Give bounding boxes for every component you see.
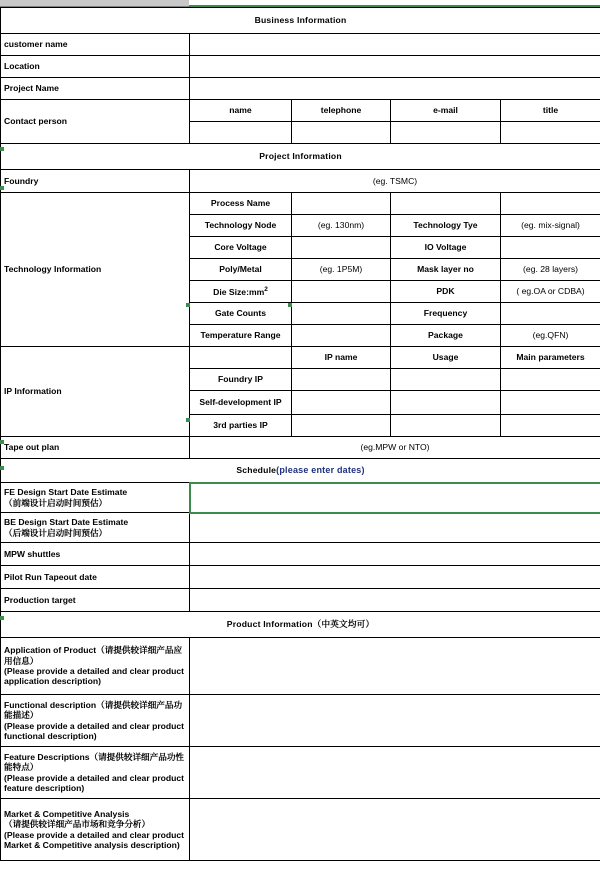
input-core-voltage[interactable] (292, 237, 391, 259)
input-be-design-start-date[interactable] (190, 513, 600, 543)
label-mpw-shuttles: MPW shuttles (1, 543, 190, 566)
section-header-row-schedule (1, 459, 600, 483)
row-application-of-product (1, 638, 600, 695)
colhead-contact-email: e-mail (391, 100, 501, 122)
input-contact-name[interactable] (190, 122, 292, 144)
sublabel-temperature-range: Temperature Range (190, 325, 292, 347)
row-production-target (1, 589, 600, 612)
row-location (1, 56, 600, 78)
row-market-competitive-analysis (1, 799, 600, 861)
row-fe-design-start (1, 483, 600, 513)
section-header-row-product (1, 612, 600, 638)
sublabel-die-size (190, 281, 292, 303)
input-mask-layer-no[interactable]: (eg. 28 layers) (501, 259, 600, 281)
input-location[interactable] (190, 56, 600, 78)
row-tech-process-name (1, 193, 600, 215)
label-customer-name: customer name (1, 34, 190, 56)
label-fe-design-start-date: FE Design Start Date Estimate （前端设计启动时间预估） (1, 483, 190, 513)
colhead-contact-telephone: telephone (292, 100, 391, 122)
label-application-of-product: Application of Product（请提供较详细产品应用信息） (Please provide a detailed and clear product application description) (1, 638, 190, 695)
input-technology-node[interactable]: (eg. 130nm) (292, 215, 391, 237)
sublabel-process-name-right (391, 193, 501, 215)
row-functional-description (1, 695, 600, 747)
row-tape-out-plan (1, 437, 600, 459)
input-gate-counts[interactable] (292, 303, 391, 325)
row-header-strip (0, 0, 189, 7)
label-functional-description: Functional description（请提供较详细产品功能描述） (Please provide a detailed and clear product functional description) (1, 695, 190, 747)
input-tape-out-plan[interactable]: (eg.MPW or NTO) (190, 437, 600, 459)
die-size-superscript: 2 (264, 285, 268, 293)
business-information-title: Business Information (1, 8, 600, 34)
sublabel-die-size-text: Die Size:mm (213, 286, 265, 297)
sublabel-frequency: Frequency (391, 303, 501, 325)
row-project-name (1, 78, 600, 100)
sublabel-self-development-ip: Self-development IP (190, 391, 292, 415)
row-customer-name (1, 34, 600, 56)
row-pilot-run-tapeout (1, 566, 600, 589)
label-pilot-run-tapeout-date: Pilot Run Tapeout date (1, 566, 190, 589)
selection-top-border (189, 0, 600, 7)
project-information-title: Project Information (1, 144, 600, 170)
row-contact-person-headers (1, 100, 600, 122)
label-project-name: Project Name (1, 78, 190, 100)
input-process-name[interactable] (292, 193, 391, 215)
input-contact-email[interactable] (391, 122, 501, 144)
input-customer-name[interactable] (190, 34, 600, 56)
row-foundry (1, 170, 600, 193)
sublabel-package: Package (391, 325, 501, 347)
input-foundry[interactable]: (eg. TSMC) (190, 170, 600, 193)
ip-corner-cell (190, 347, 292, 369)
sublabel-technology-type: Technology Tye (391, 215, 501, 237)
sublabel-poly-metal: Poly/Metal (190, 259, 292, 281)
row-mpw-shuttles (1, 543, 600, 566)
label-ip-information: IP Information (1, 347, 190, 437)
requirement-form-sheet (0, 7, 600, 861)
label-be-design-start-date: BE Design Start Date Estimate （后端设计启动时间预估） (1, 513, 190, 543)
row-feature-descriptions (1, 747, 600, 799)
colhead-ip-name: IP name (292, 347, 391, 369)
input-3rd-parties-ip-usage[interactable] (391, 415, 501, 437)
label-technology-information: Technology Information (1, 193, 190, 347)
input-self-development-ip-usage[interactable] (391, 391, 501, 415)
label-tape-out-plan: Tape out plan (1, 437, 190, 459)
input-market-competitive-analysis[interactable] (190, 799, 600, 861)
input-foundry-ip-name[interactable] (292, 369, 391, 391)
colhead-ip-usage: Usage (391, 347, 501, 369)
input-technology-type[interactable]: (eg. mix-signal) (501, 215, 600, 237)
input-fe-design-start-date[interactable] (190, 483, 600, 513)
schedule-title-sub: (please enter dates) (276, 465, 365, 476)
colhead-ip-main-parameters: Main parameters (501, 347, 600, 369)
input-functional-description[interactable] (190, 695, 600, 747)
label-feature-descriptions: Feature Descriptions（请提供较详细产品功性能特点） (Please provide a detailed and clear product feature description) (1, 747, 190, 799)
sublabel-process-name: Process Name (190, 193, 292, 215)
input-3rd-parties-ip-name[interactable] (292, 415, 391, 437)
label-contact-person: Contact person (1, 100, 190, 144)
sublabel-technology-node: Technology Node (190, 215, 292, 237)
input-application-of-product[interactable] (190, 638, 600, 695)
section-header-row-business (1, 8, 600, 34)
input-package[interactable]: (eg.QFN) (501, 325, 600, 347)
product-information-title: Product Information（中英文均可） (1, 612, 600, 638)
input-foundry-ip-usage[interactable] (391, 369, 501, 391)
input-io-voltage[interactable] (501, 237, 600, 259)
input-foundry-ip-main-parameters[interactable] (501, 369, 600, 391)
section-header-row-project (1, 144, 600, 170)
row-be-design-start (1, 513, 600, 543)
sublabel-3rd-parties-ip: 3rd parties IP (190, 415, 292, 437)
input-self-development-ip-main-parameters[interactable] (501, 391, 600, 415)
label-location: Location (1, 56, 190, 78)
colhead-contact-title: title (501, 100, 600, 122)
input-die-size[interactable] (292, 281, 391, 303)
input-production-target[interactable] (190, 589, 600, 612)
label-market-competitive-analysis: Market & Competitive Analysis （请提供较详细产品市场和竞争分析） (Please provide a detailed and clear product Market & Competitive analysis description) (1, 799, 190, 861)
row-ip-column-headers (1, 347, 600, 369)
input-feature-descriptions[interactable] (190, 747, 600, 799)
input-project-name[interactable] (190, 78, 600, 100)
input-pilot-run-tapeout-date[interactable] (190, 566, 600, 589)
cut-off-row-strip (0, 0, 600, 7)
sublabel-foundry-ip: Foundry IP (190, 369, 292, 391)
input-poly-metal[interactable]: (eg. 1P5M) (292, 259, 391, 281)
label-foundry: Foundry (1, 170, 190, 193)
sublabel-pdk: PDK (391, 281, 501, 303)
input-pdk[interactable]: ( eg.OA or CDBA) (501, 281, 600, 303)
input-self-development-ip-name[interactable] (292, 391, 391, 415)
colhead-contact-name: name (190, 100, 292, 122)
sublabel-mask-layer-no: Mask layer no (391, 259, 501, 281)
input-contact-title[interactable] (501, 122, 600, 144)
schedule-title-main: Schedule (236, 465, 277, 476)
schedule-title (1, 459, 600, 483)
input-temperature-range[interactable] (292, 325, 391, 347)
input-3rd-parties-ip-main-parameters[interactable] (501, 415, 600, 437)
input-contact-telephone[interactable] (292, 122, 391, 144)
sublabel-io-voltage: IO Voltage (391, 237, 501, 259)
sublabel-gate-counts: Gate Counts (190, 303, 292, 325)
input-mpw-shuttles[interactable] (190, 543, 600, 566)
input-frequency[interactable] (501, 303, 600, 325)
sublabel-core-voltage: Core Voltage (190, 237, 292, 259)
input-process-name-right[interactable] (501, 193, 600, 215)
label-production-target: Production target (1, 589, 190, 612)
